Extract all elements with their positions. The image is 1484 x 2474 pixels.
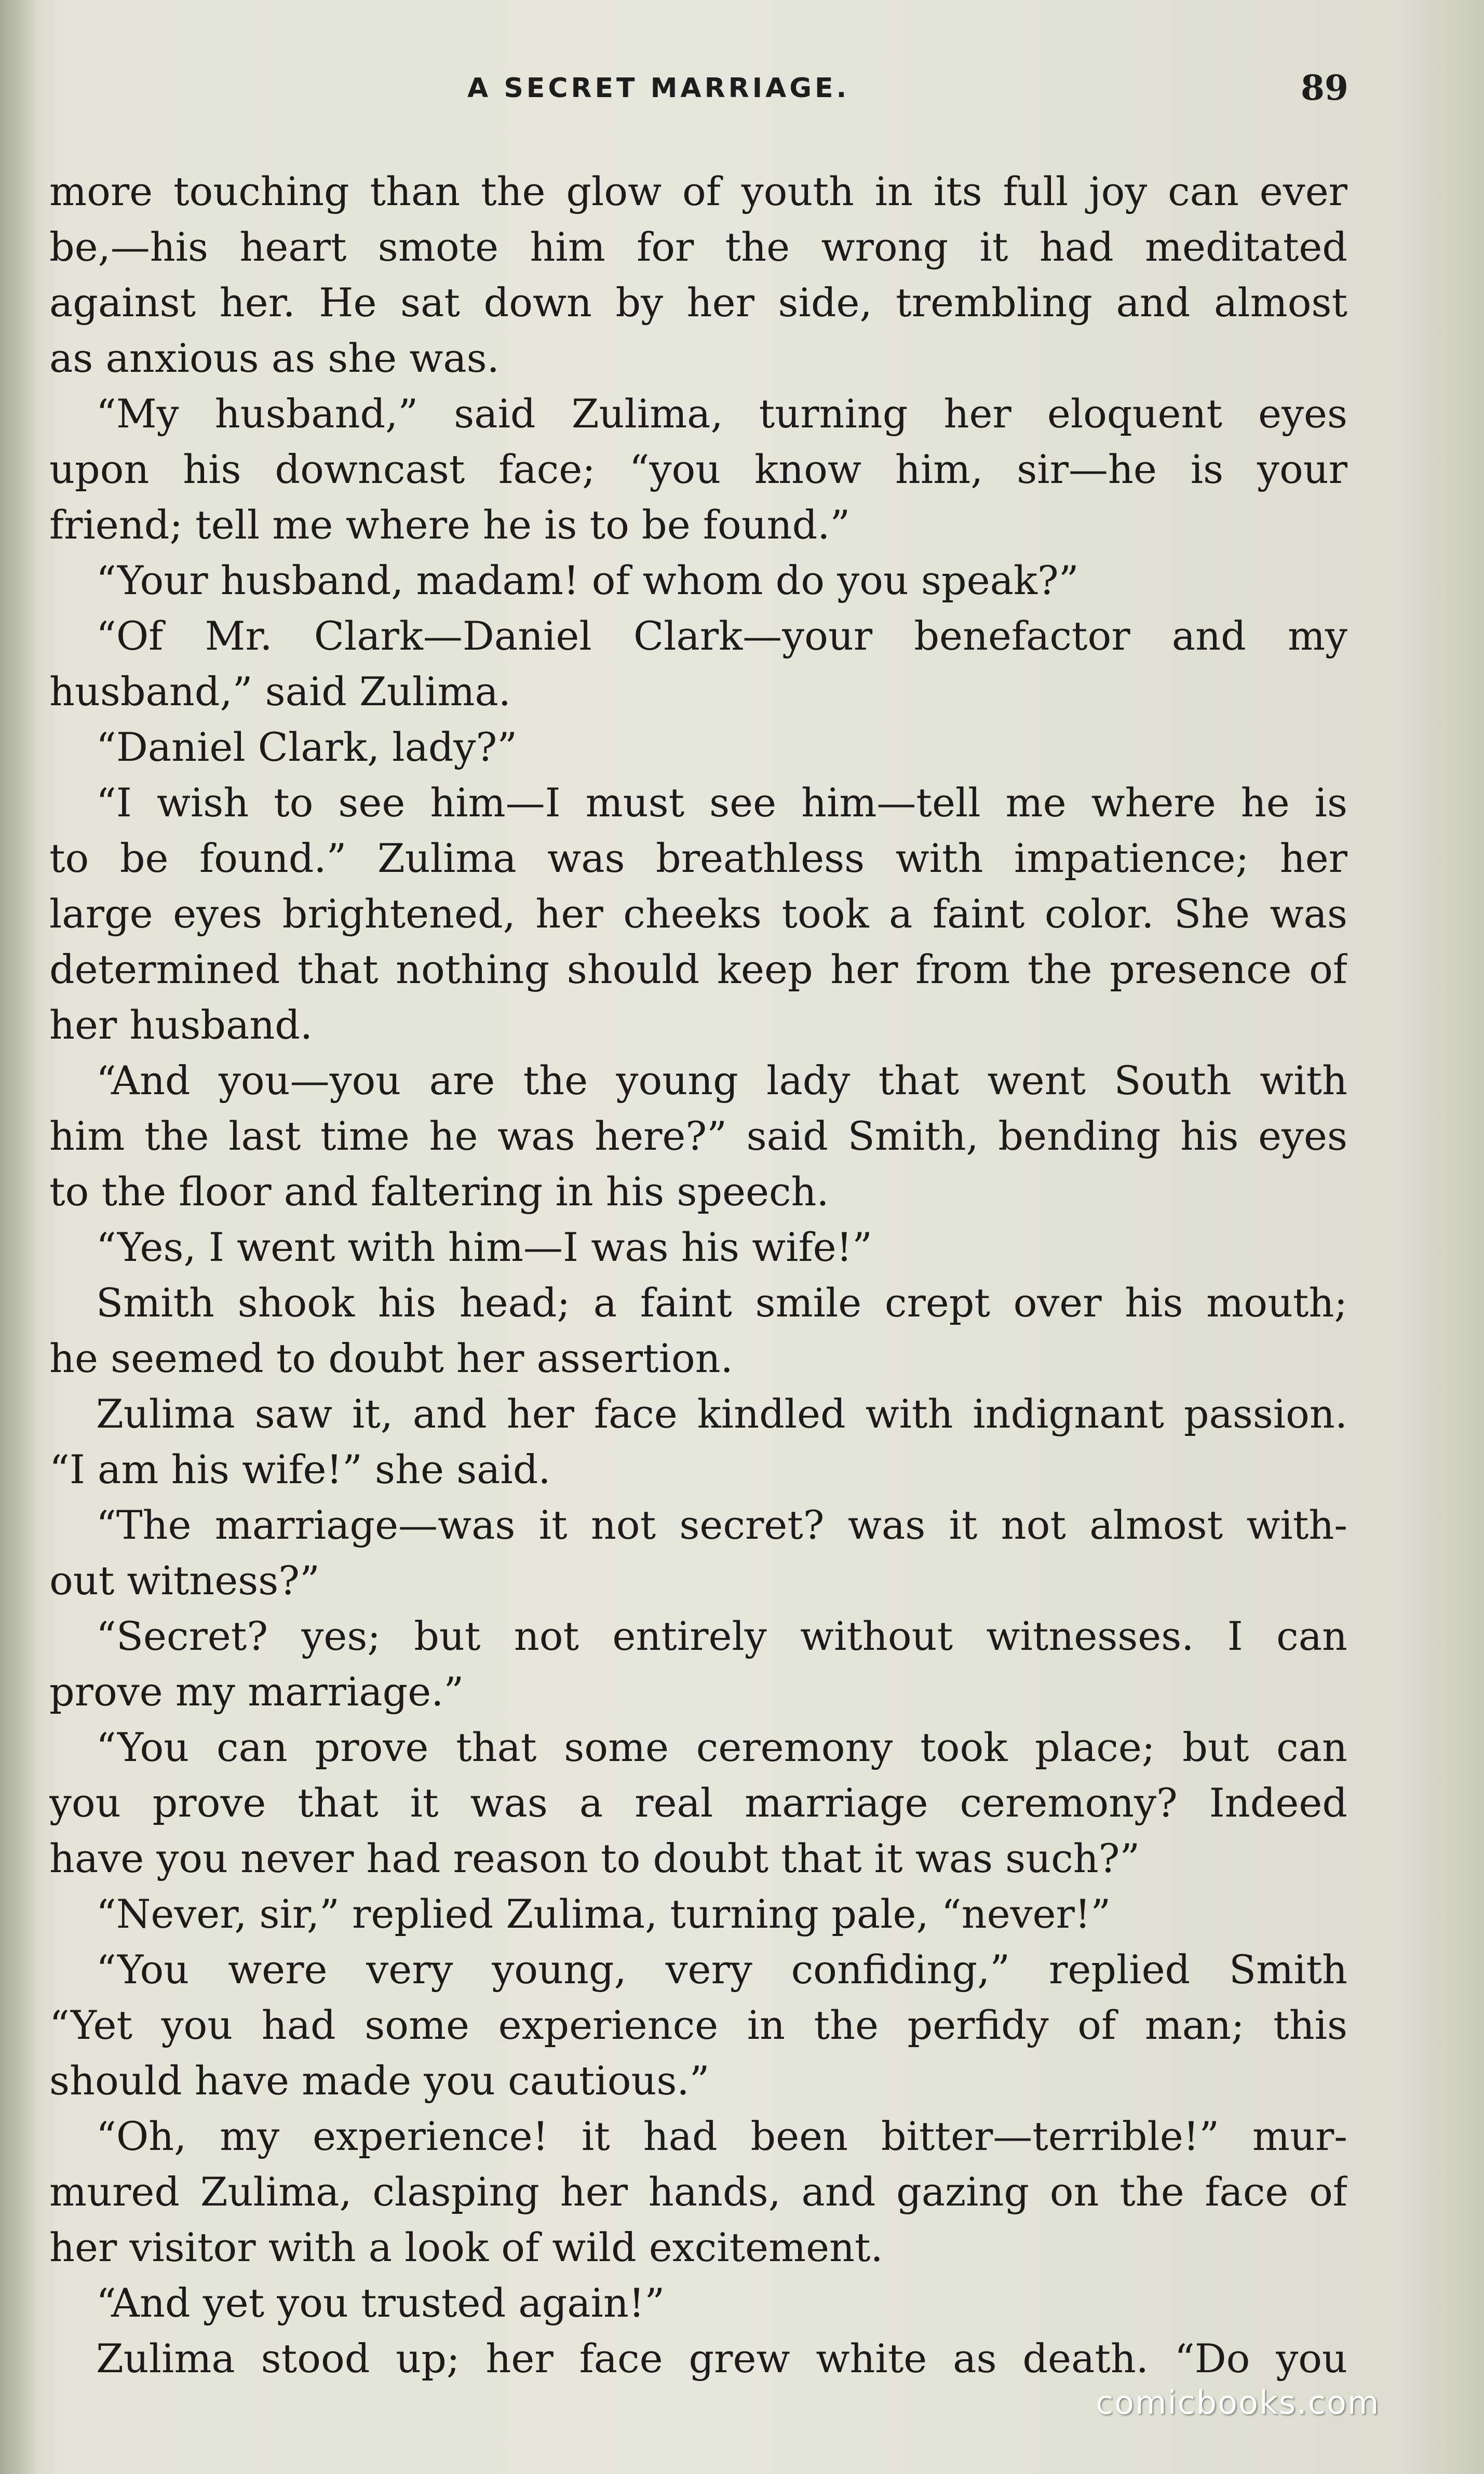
- text-line: her visitor with a look of wild excitement.: [49, 2224, 883, 2270]
- text-line: “You were very young, very confiding,” replied Smith: [96, 1946, 1347, 1993]
- text-line: “Daniel Clark, lady?”: [96, 724, 518, 770]
- text-line: as anxious as she was.: [49, 335, 500, 381]
- text-line: “Never, sir,” replied Zulima, turning pale, “never!”: [96, 1891, 1111, 1937]
- text-line: he seemed to doubt her assertion.: [49, 1335, 733, 1381]
- text-line: “I wish to see him—I must see him—tell me where he is: [96, 779, 1347, 826]
- text-line: Smith shook his head; a faint smile crept over his mouth;: [96, 1280, 1347, 1326]
- text-line: her husband.: [49, 1002, 313, 1048]
- text-line: you prove that it was a real marriage ceremony? Indeed: [49, 1780, 1347, 1826]
- text-line: “And you—you are the young lady that went South with: [96, 1057, 1347, 1104]
- text-line: Zulima saw it, and her face kindled with indignant passion.: [96, 1391, 1347, 1437]
- text-line: determined that nothing should keep her from the presence of: [49, 946, 1347, 992]
- text-line: “And yet you trusted again!”: [96, 2280, 665, 2326]
- text-line: large eyes brightened, her cheeks took a faint color. She was: [49, 891, 1347, 937]
- text-line: friend; tell me where he is to be found.”: [49, 502, 851, 548]
- text-line: husband,” said Zulima.: [49, 668, 511, 715]
- text-line: upon his downcast face; “you know him, sir—he is your: [49, 446, 1347, 492]
- text-line: “Your husband, madam! of whom do you speak?”: [96, 557, 1079, 603]
- text-line: “The marriage—was it not secret? was it not almost with-: [96, 1502, 1347, 1548]
- text-line: “My husband,” said Zulima, turning her eloquent eyes: [96, 391, 1347, 437]
- running-head: A SECRET MARRIAGE.: [467, 73, 850, 104]
- text-line: against her. He sat down by her side, trembling and almost: [49, 279, 1347, 326]
- text-line: to the floor and faltering in his speech.: [49, 1168, 829, 1215]
- text-line: more touching than the glow of youth in its full joy can ever: [49, 168, 1347, 214]
- text-line: should have made you cautious.”: [49, 2058, 710, 2104]
- text-line: be,—his heart smote him for the wrong it had meditated: [49, 224, 1347, 270]
- binding-gutter-shadow: [0, 0, 36, 2474]
- text-line: Zulima stood up; her face grew white as death. “Do you: [96, 2335, 1347, 2382]
- text-line: prove my marriage.”: [49, 1669, 464, 1715]
- watermark: comicbooks.com: [1096, 2384, 1380, 2422]
- text-line: “Oh, my experience! it had been bitter—terrible!” mur-: [96, 2113, 1347, 2159]
- text-line: mured Zulima, clasping her hands, and gazing on the face of: [49, 2169, 1347, 2215]
- body-text: [49, 164, 1347, 2386]
- text-line: “Of Mr. Clark—Daniel Clark—your benefactor and my: [96, 613, 1347, 659]
- text-line: “Secret? yes; but not entirely without witnesses. I can: [96, 1613, 1347, 1659]
- text-line: “Yes, I went with him—I was his wife!”: [96, 1224, 872, 1270]
- text-line: “You can prove that some ceremony took place; but can: [96, 1724, 1347, 1770]
- text-line: “I am his wife!” she said.: [49, 1446, 551, 1493]
- text-line: “Yet you had some experience in the perfidy of man; this: [49, 2002, 1347, 2048]
- text-line: have you never had reason to doubt that it was such?”: [49, 1835, 1140, 1881]
- text-line: him the last time he was here?” said Smith, bending his eyes: [49, 1113, 1347, 1159]
- text-line: out witness?”: [49, 1557, 320, 1604]
- text-line: to be found.” Zulima was breathless with impatience; her: [49, 835, 1347, 881]
- page-header: [0, 62, 1484, 119]
- page-number: 89: [1301, 68, 1348, 108]
